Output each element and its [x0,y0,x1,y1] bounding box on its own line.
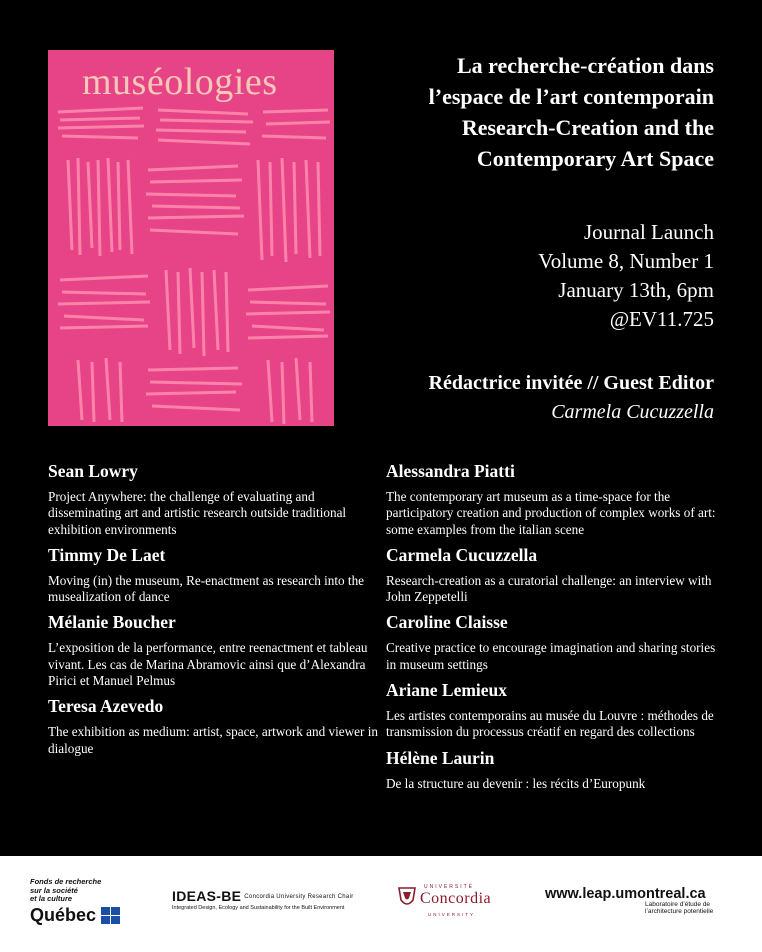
paper-title: The exhibition as medium: artist, space, artwork and viewer in dialogue [48,724,378,756]
frq-text: sur la société [30,885,78,895]
leap-logo [545,886,745,915]
quebec-text: Québec [30,904,97,925]
contributor-entry [386,544,726,606]
frq-text: et la culture [30,894,73,903]
headline-line: Research-Creation and the [461,115,714,140]
contributor-entry [48,611,384,689]
contributor-entry [48,460,384,538]
contributor-name: Ariane Lemieux [386,680,508,701]
guest-editor-label: Rédactrice invitée // Guest Editor [428,372,714,394]
concordia-university: UNIVERSITY [428,912,476,917]
contributor-name: Timmy De Laet [48,544,166,565]
launch-room: @EV11.725 [609,307,714,331]
headline-line: La recherche-création dans [456,53,714,78]
leap-url: www.leap.umontreal.ca [545,886,706,902]
event-headline [354,50,714,174]
paper-title: De la structure au devenir : les récits d’Europunk [386,775,646,791]
paper-title: L’exposition de la performance, entre reenactment et tableau vivant. Les cas de Marina Abramovic ainsi que d’Alexandra Pirici et Manuel Pelmus [48,640,368,689]
ideas-be-logo [172,888,377,911]
contributor-entry [386,611,726,673]
guest-editor-name: Carmela Cucuzzella [551,401,714,423]
concordia-shield-icon [398,886,416,908]
contributor-name: Carmela Cucuzzella [386,544,538,565]
contributor-entry [48,695,384,757]
cover-title: muséologies [82,61,278,103]
paper-title: Creative practice to encourage imagination and sharing stories in museum settings [386,640,716,672]
fleur-de-lis-flag-icon [101,907,120,924]
frq-text: Fonds de recherche [30,877,102,886]
paper-title: Moving (in) the museum, Re-enactment as research into the musealization of dance [48,572,365,605]
contributor-name: Alessandra Piatti [386,461,515,481]
contributors-right-column [386,460,726,798]
leap-subtitle: Laboratoire d’étude de l’architecture potentielle [645,901,714,915]
cover-artwork [48,50,334,426]
contributor-name: Teresa Azevedo [48,696,164,717]
sponsor-footer [0,856,762,952]
launch-date: January 13th, 6pm [558,278,714,302]
headline-line: l’espace de l’art contemporain [428,84,714,109]
contributor-entry [386,679,726,741]
contributor-entry [48,544,384,606]
quebec-wordmark [30,905,150,926]
contributor-entry [386,747,726,792]
headline-line: Contemporary Art Space [476,146,714,171]
concordia-name: Concordia [420,890,492,907]
launch-details [538,218,714,334]
paper-title: Les artistes contemporains au musée du Louvre : méthodes de transmission du processus créatif en regard des collections [386,708,714,740]
paper-title: Research-creation as a curatorial challenge: an interview with John Zeppetelli [386,572,712,605]
ideas-be-chair: Concordia University Research Chair [244,894,354,901]
contributors-left-column [48,460,384,763]
contributor-entry [386,460,726,538]
ideas-be-wordmark [172,888,377,904]
launch-label: Journal Launch [583,220,714,244]
volume-number: Volume 8, Number 1 [538,249,714,273]
contributor-name: Hélène Laurin [386,747,495,768]
paper-title: The contemporary art museum as a time-space for the participatory creation and production of complex works of art: some examples from the italian scene [386,489,716,537]
paper-title: Project Anywhere: the challenge of evaluating and disseminating art and artistic research outside traditional exhibition environments [48,489,347,537]
frq-quebec-logo [30,878,150,926]
concordia-universite: UNIVERSITÉ [424,884,475,890]
ideas-be-name: IDEAS-BE [172,888,242,904]
journal-cover [48,50,334,426]
contributor-name: Caroline Claisse [386,612,508,633]
contributor-name: Sean Lowry [48,461,138,481]
ideas-be-subtitle: Integrated Design, Ecology and Sustainability for the Built Environment [172,905,345,911]
concordia-logo [398,882,518,922]
contributor-name: Mélanie Boucher [48,612,176,633]
